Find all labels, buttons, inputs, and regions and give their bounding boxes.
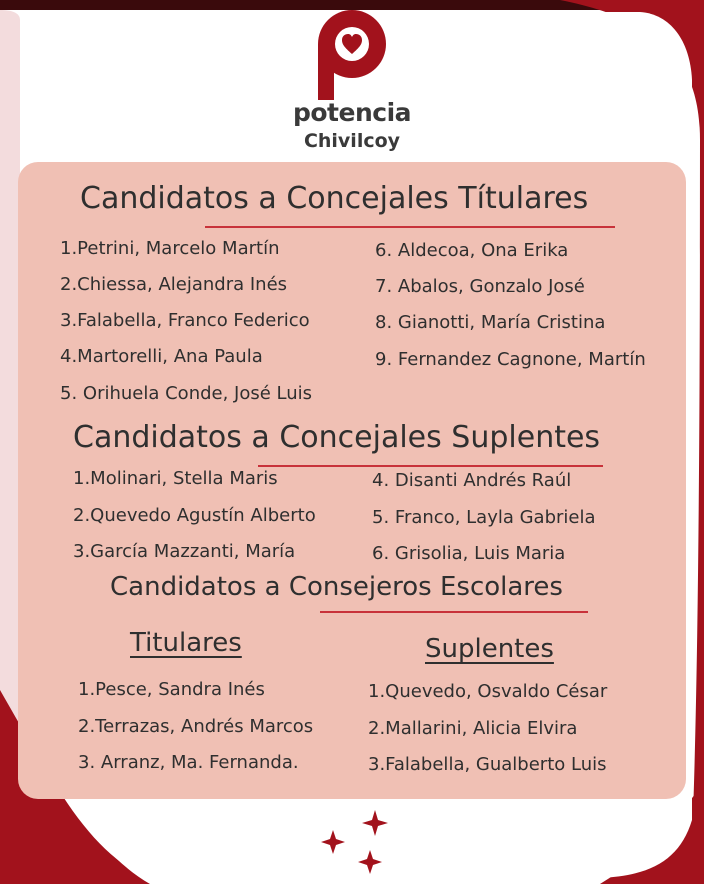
heading-underline (205, 226, 615, 228)
list-item: 5. Orihuela Conde, José Luis (60, 383, 313, 404)
brand-city: Chivilcoy (303, 130, 401, 152)
list-item: 3.Falabella, Gualberto Luis (368, 754, 607, 775)
concejales-titulares-heading: Candidatos a Concejales Títulares (80, 181, 589, 216)
list-item: 2.Quevedo Agustín Alberto (73, 505, 316, 526)
list-item: 1.Quevedo, Osvaldo César (368, 681, 608, 702)
list-item: 7. Abalos, Gonzalo José (375, 276, 585, 297)
list-item: 3.Falabella, Franco Federico (60, 310, 310, 331)
brand-name: potencia (292, 98, 412, 127)
list-item: 6. Aldecoa, Ona Erika (375, 240, 569, 261)
list-item: 3.García Mazzanti, María (73, 541, 296, 562)
list-item: 1.Pesce, Sandra Inés (78, 679, 265, 700)
list-item: 5. Franco, Layla Gabriela (372, 507, 596, 528)
heading-underline (258, 465, 603, 467)
heading-underline (320, 611, 588, 613)
concejales-suplentes-heading: Candidatos a Concejales Suplentes (73, 420, 601, 455)
potencia-logo-icon (316, 10, 388, 102)
list-item: 6. Grisolia, Luis Maria (372, 543, 566, 564)
list-item: 2.Terrazas, Andrés Marcos (78, 716, 314, 737)
list-item: 8. Gianotti, María Cristina (375, 312, 606, 333)
sparkle-icon (315, 808, 395, 880)
list-item: 9. Fernandez Cagnone, Martín (375, 349, 646, 370)
list-item: 4.Martorelli, Ana Paula (60, 346, 263, 367)
titulares-subheading: Titulares (130, 628, 242, 658)
list-item: 4. Disanti Andrés Raúl (372, 470, 572, 491)
suplentes-subheading: Suplentes (425, 634, 554, 664)
list-item: 3. Arranz, Ma. Fernanda. (78, 752, 299, 773)
consejeros-heading: Candidatos a Consejeros Escolares (110, 572, 563, 602)
list-item: 2.Mallarini, Alicia Elvira (368, 718, 578, 739)
list-item: 2.Chiessa, Alejandra Inés (60, 274, 288, 295)
list-item: 1.Petrini, Marcelo Martín (60, 238, 280, 259)
list-item: 1.Molinari, Stella Maris (73, 468, 278, 489)
